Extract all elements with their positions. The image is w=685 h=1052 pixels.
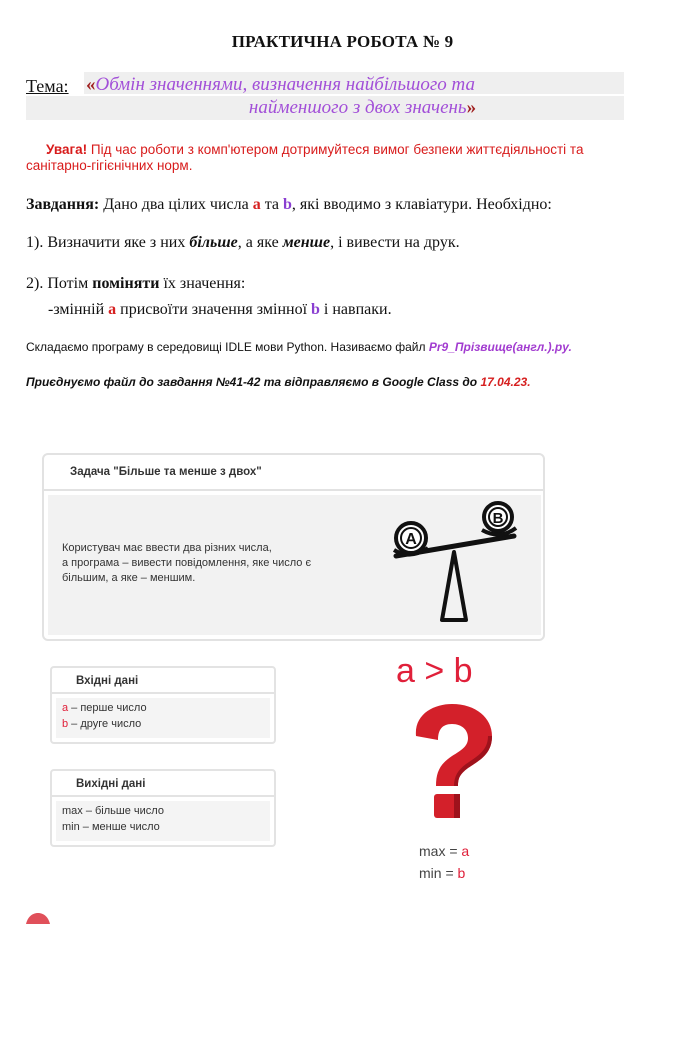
task-card-text xyxy=(62,541,362,586)
word-swap: поміняти xyxy=(92,275,160,292)
step-text: -змінній xyxy=(48,301,109,318)
var-a: a xyxy=(108,301,117,318)
var-a: a xyxy=(252,196,261,213)
step-text: , а яке xyxy=(237,234,283,251)
input-data-title: Вхідні дані xyxy=(76,675,139,687)
input-data-header xyxy=(52,668,274,694)
min-prefix: min = xyxy=(419,865,458,881)
task-label: Завдання: xyxy=(26,196,100,213)
topic-label: Тема: xyxy=(26,76,69,96)
max-prefix: max = xyxy=(419,843,462,859)
input-var-b: b xyxy=(62,718,69,730)
input-data-box xyxy=(50,666,276,744)
output-line-min: min – менше число xyxy=(62,821,160,833)
task-card-title: Задача "Більше та менше з двох" xyxy=(70,466,262,478)
input-text: – друге число xyxy=(68,718,142,730)
topic-line-2 xyxy=(0,97,685,119)
balance-scale-icon xyxy=(388,500,520,624)
scale-right-letter: B xyxy=(492,510,504,527)
step-text: 1). Визначити яке з них xyxy=(26,234,190,251)
task-card-header xyxy=(44,455,543,491)
file-name: Pr9_Прізвище(англ.).py. xyxy=(428,340,572,354)
output-data-body xyxy=(56,801,270,841)
open-quote: « xyxy=(86,74,96,95)
step-text: їх значення: xyxy=(159,275,246,292)
topic-text-2: найменшого з двох значень xyxy=(248,97,467,118)
input-var-a: a xyxy=(62,702,69,714)
note-text: Складаємо програму в середовищі IDLE мови Python. Називаємо файл xyxy=(26,340,429,354)
var-b: b xyxy=(311,301,320,318)
step-2 xyxy=(26,275,245,293)
task-text: , які вводимо з клавіатури. Необхідно: xyxy=(291,196,552,213)
submission-note xyxy=(26,375,531,389)
card-line: а програма – вивести повідомлення, яке число є xyxy=(62,557,312,569)
step-1 xyxy=(26,234,460,252)
input-data-body xyxy=(56,698,270,738)
warning-text: Під час роботи з комп'ютером дотримуйтеся вимог безпеки життєдіяльності та санітарно-гігієнічних норм. xyxy=(26,142,584,173)
input-line-a xyxy=(62,702,147,714)
warning-label: Увага! xyxy=(46,142,88,157)
max-assignment xyxy=(419,843,469,859)
min-value: b xyxy=(457,865,466,881)
output-data-header xyxy=(52,771,274,797)
step-text: і навпаки. xyxy=(319,301,392,318)
comparison-text: a > b xyxy=(396,652,473,690)
task-statement xyxy=(26,196,552,214)
word-more: більше xyxy=(189,234,238,251)
topic-text-1: Обмін значеннями, визначення найбільшого та xyxy=(95,74,475,95)
topic-line-1 xyxy=(86,74,475,96)
output-data-box xyxy=(50,769,276,847)
step-2-detail xyxy=(48,301,392,319)
output-data-title: Вихідні дані xyxy=(76,778,146,790)
input-text: – перше число xyxy=(68,702,147,714)
step-text: 2). Потім xyxy=(26,275,93,292)
note-text: Приєднуємо файл до завдання №41-42 та відправляємо в Google Class до xyxy=(26,375,481,389)
safety-warning xyxy=(26,142,586,174)
var-b: b xyxy=(283,196,292,213)
program-note xyxy=(26,340,572,354)
due-date: 17.04.23. xyxy=(480,375,531,389)
min-assignment xyxy=(419,865,465,881)
output-line-max: max – більше число xyxy=(62,805,164,817)
step-text: , і вивести на друк. xyxy=(330,234,460,251)
task-text: та xyxy=(260,196,284,213)
close-quote: » xyxy=(466,97,477,118)
step-text: присвоїти значення змінної xyxy=(116,301,312,318)
card-line: Користувач має ввести два різних числа, xyxy=(62,542,272,554)
partial-shape-icon xyxy=(25,912,51,924)
card-line: більшим, а яке – меншим. xyxy=(62,572,196,584)
word-less: менше xyxy=(282,234,331,251)
input-line-b xyxy=(62,718,141,730)
task-text: Дано два цілих числа xyxy=(99,196,253,213)
scale-left-letter: A xyxy=(405,531,417,548)
page-title: ПРАКТИЧНА РОБОТА № 9 xyxy=(231,32,454,51)
question-mark-icon xyxy=(398,702,498,822)
max-value: a xyxy=(461,843,470,859)
